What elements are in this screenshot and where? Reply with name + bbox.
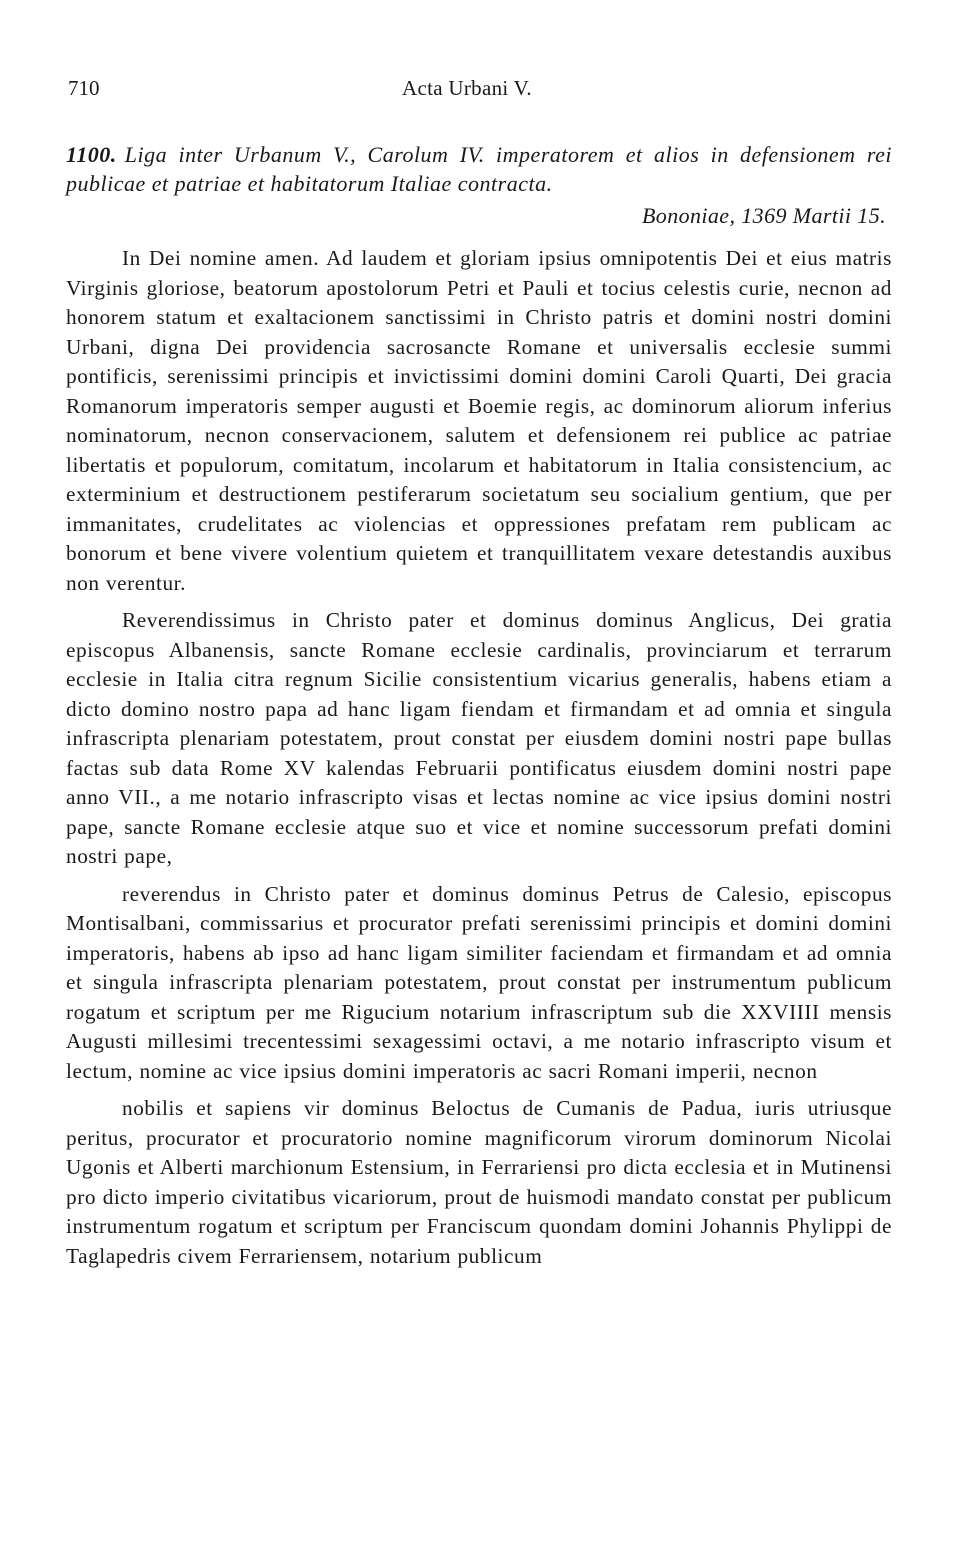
document-title: Liga inter Urbanum V., Carolum IV. imperatorem et alios in defensionem rei publicae et patriae et habitatorum Italiae contracta. [66, 142, 892, 196]
document-heading [66, 140, 892, 198]
document-number: 1100. [66, 142, 117, 167]
paragraph-invocation: In Dei nomine amen. Ad laudem et gloriam ipsius omnipotentis Dei et eius matris Virginis gloriose, beatorum apostolorum Petri et Pauli et tocius celestis curie, necnon ad honorem statum et exaltacionem sanctissimi in Christo patris et domini nostri domini Urbani, digna Dei providencia sacrosancte Romane et universalis ecclesie summi pontificis, serenissimi principis et invictissimi domini domini Caroli Quarti, Dei gracia Romanorum imperatoris semper augusti et Boemie regis, ac dominorum aliorum inferius nominatorum, necnon conservacionem, salutem et defensionem rei publice ac patriae libertatis et populorum, comitatum, incolarum et habitatorum in Italia consistencium, ac exterminium et destructionem pestiferarum societatum seu socialium gentium, que per immanitates, crudelitates ac violencias et oppressiones prefatam rem publicam ac bonorum et bene vivere volentium quietem et tranquillitatem vexare detestandis auxibus non verentur. [66, 246, 892, 595]
page-number: 710 [68, 76, 100, 100]
paragraph-petrus-de-calesio: reverendus in Christo pater et dominus dominus Petrus de Calesio, episcopus Montisalbani, commissarius et procurator prefati serenissimi principis et domini domini imperatoris, habens ab ipso ad hanc ligam similiter faciendam et firmandam et ad omnia et singula infrascripta plenariam potestatem, prout constat per instrumentum publicum rogatum et scriptum per me Rigucium notarium infrascriptum sub die XXVIIII mensis Augusti millesimi trecentessimi sexagessimi octavi, a me notario infrascripto visum et lectum, nomine ac vice ipsius domini imperatoris ac sacri Romani imperii, necnon [66, 881, 892, 1083]
book-page [66, 70, 892, 1271]
running-title: Acta Urbani V. [402, 76, 532, 100]
dateline: Bononiae, 1369 Martii 15. [641, 203, 886, 228]
paragraph-beloctus-de-cumanis: nobilis et sapiens vir dominus Beloctus de Cumanis de Padua, iuris utriusque peritus, procurator et procuratorio nomine magnificorum virorum dominorum Nicolai Ugonis et Alberti marchionum Estensium, in Ferrariensi pro dicta ecclesia et in Mutinensi pro dicto imperio civitatibus vicariorum, prout de huismodi mandato constat per publicum instrumentum rogatum et scriptum per Franciscum quondam domini Johannis Phylippi de Taglapedris civem Ferrariensem, notarium publicum [66, 1096, 892, 1268]
running-head [66, 70, 892, 106]
paragraph-cardinal-anglicus: Reverendissimus in Christo pater et dominus dominus Anglicus, Dei gratia episcopus Albanensis, sancte Romane ecclesie cardinalis, provinciarum et terrarum ecclesie in Italia citra regnum Sicilie consistentium vicarius generalis, habens etiam a dicto domino nostro papa ad hanc ligam fiendam et firmandam et ad omnia et singula infrascripta plenariam potestatem, prout constat per eiusdem domini nostri pape bullas factas sub data Rome XV kalendas Februarii pontificatus eiusdem domini nostri pape anno VII., a me notario infrascripto visas et lectas nomine ac vice ipsius domini nostri pape, sancte Romane ecclesie atque suo et vice et nomine successorum prefati domini nostri pape, [66, 608, 892, 868]
